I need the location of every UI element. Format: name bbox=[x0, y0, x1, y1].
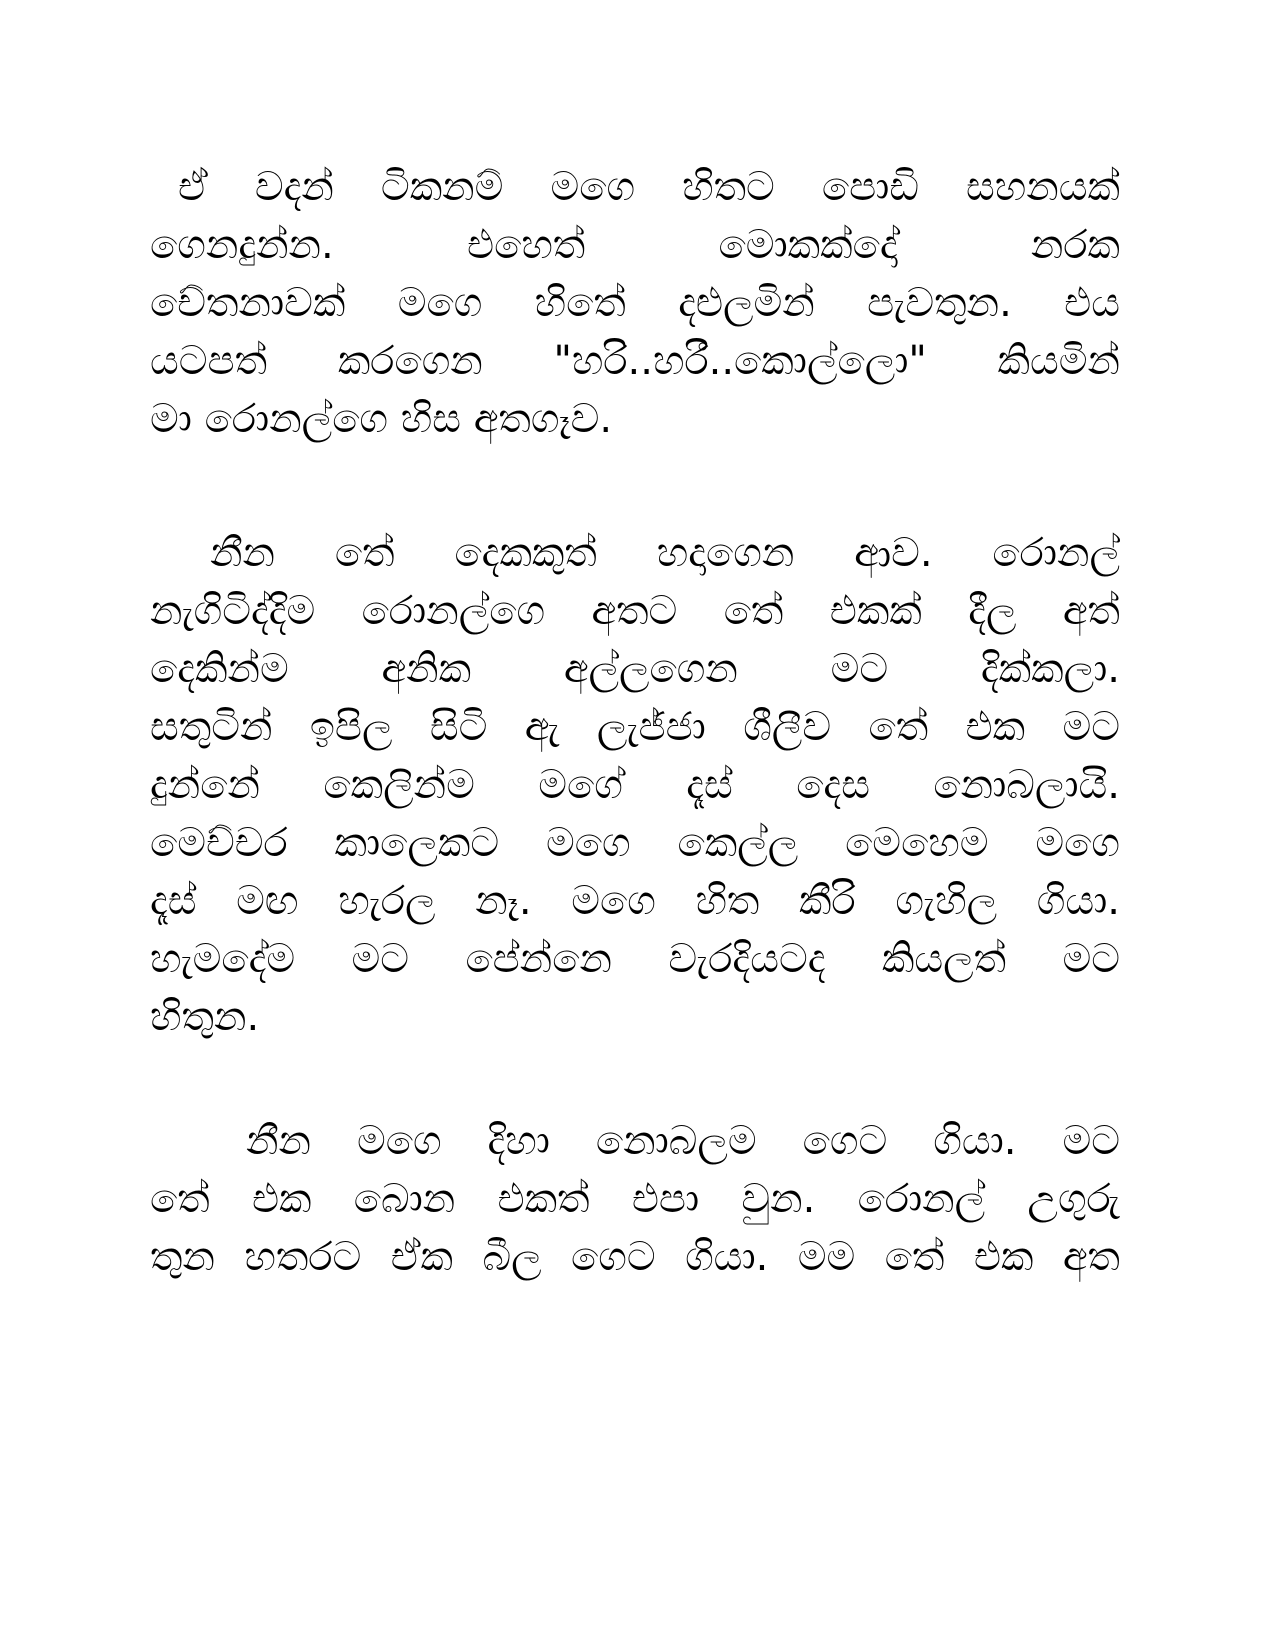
paragraph-2 bbox=[150, 524, 1120, 1046]
text-line: හැමදේම මට පේන්නෙ වැරදියටද කියලත් මට bbox=[150, 936, 1120, 982]
text-line: ඒ වදන් ටිකනම් මගෙ හිතට පොඩි සහනයක් bbox=[178, 164, 1120, 210]
text-line: දෙකින්ම අනික අල්ලගෙන මට දික්කලා. bbox=[150, 646, 1120, 692]
text-line: මෙච්චර කාලෙකට මගෙ කෙල්ල මෙහෙම මගෙ bbox=[150, 820, 1120, 866]
text-line: චේතනාවක් මගෙ හිතේ දළුලමින් පැවතුන. එය bbox=[150, 280, 1120, 326]
text-line: යටපත් කරගෙන "හරි..හරී..කොල්ලො" කියමින් bbox=[150, 338, 1120, 384]
text-line: සතුටින් ඉපිල සිටි ඇ ලැජ්ජා ශීලීව තේ එක මට bbox=[150, 704, 1120, 750]
text-line: නැගිටිද්දිම රොනල්ගෙ අතට තේ එකක් දීල අත් bbox=[150, 588, 1120, 634]
text-line: තේ එක බොන එකත් එපා වුන. රොනල් උගුරු bbox=[150, 1176, 1120, 1222]
text-line: හිතුන. bbox=[150, 994, 260, 1040]
paragraph-1 bbox=[150, 158, 1120, 448]
text-line: නීන තේ දෙකකුත් හදාගෙන ආව. රොනල් bbox=[210, 530, 1120, 576]
text-line: නීන මගෙ දිහා නොබලම ගෙට ගියා. මට bbox=[246, 1118, 1120, 1164]
text-line: දෑස් මඟ හැරල නෑ. මගෙ හිත කීරි ගැහිල ගියා. bbox=[150, 878, 1120, 924]
text-line: ගෙනදුන්න. එහෙත් මොකක්දෝ නරක bbox=[150, 222, 1120, 268]
paragraph-3 bbox=[150, 1112, 1120, 1286]
text-line: මා රොනල්ගෙ හිස අතගෑව. bbox=[150, 396, 613, 442]
text-line: දුන්නේ කෙලින්ම මගේ දෑස් දෙස නොබලායි. bbox=[150, 762, 1120, 808]
text-line: තුන හතරට ඒක බීල ගෙට ගියා. මම තේ එක අත bbox=[150, 1234, 1120, 1280]
